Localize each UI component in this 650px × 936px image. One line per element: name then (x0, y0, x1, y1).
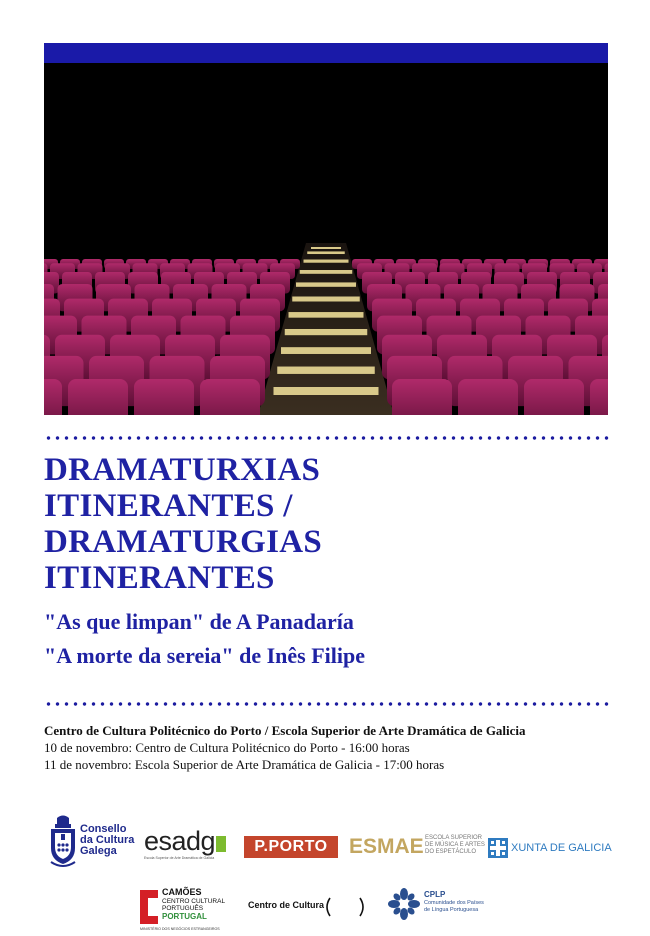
title-line-4: ITINERANTES (44, 560, 275, 596)
aisle-step-light (292, 296, 360, 301)
aisle-step-light (311, 247, 341, 249)
theater-seat (524, 379, 584, 415)
top-color-bar (44, 43, 608, 63)
xunta-cross-icon (488, 838, 508, 858)
consello-line-1: Consello (80, 823, 127, 835)
pporto-logo (244, 836, 338, 858)
esmae-logo (349, 834, 485, 860)
venue-heading: Centro de Cultura Politécnico do Porto / Escola Superior de Arte Dramática de Galicia (44, 723, 526, 738)
dotted-divider-top (44, 436, 610, 440)
cplp-name: CPLP (424, 890, 446, 899)
venue-info (44, 722, 614, 773)
consello-line-3: Galega (80, 845, 117, 857)
theater-seat (590, 379, 608, 415)
aisle-step-light (296, 282, 356, 286)
esmae-tagline-1: ESCOLA SUPERIOR (425, 835, 483, 841)
xunta-galicia-logo (488, 836, 612, 860)
centro-cultura-wordmark: Centro de Cultura (248, 900, 325, 910)
sponsor-logos-row-1 (44, 810, 612, 872)
esmae-tagline-2: DE MÚSICA E ARTES (425, 842, 485, 848)
cplp-line-1: Comunidade dos Países (424, 900, 484, 906)
esmae-wordmark: ESMAE (349, 835, 424, 858)
esadg-logo (144, 828, 230, 862)
esmae-tagline-3: DO ESPETÁCULO (425, 849, 477, 855)
parentheses-icon (324, 896, 368, 918)
esadg-tagline: Escola Superior de Arte Dramática de Galicia (144, 856, 215, 860)
cplp-flower-icon (388, 888, 420, 920)
date-line-1: 10 de novembro: Centro de Cultura Politécnico do Porto - 16:00 horas (44, 740, 410, 755)
hero-photo-theater-seats (44, 63, 608, 415)
aisle-step-light (300, 270, 353, 274)
cplp-line-2: de Língua Portuguesa (424, 906, 479, 913)
event-title (44, 452, 604, 596)
camoes-name: CAMÕES (162, 887, 202, 897)
consello-crest-icon (48, 814, 78, 868)
aisle-step-light (277, 367, 375, 374)
camoes-country: PORTUGAL (162, 912, 207, 921)
consello-line-2: da Cultura (80, 834, 135, 846)
sponsor-logos-row-2 (120, 882, 540, 932)
theater-seat (392, 379, 452, 415)
aisle-step-light (281, 347, 371, 354)
centro-cultura-logo (248, 896, 368, 918)
theater-seat (458, 379, 518, 415)
theater-illustration (44, 63, 608, 415)
cplp-logo (388, 886, 508, 926)
camoes-logo (140, 886, 240, 932)
camoes-line-2: PORTUGUÊS (162, 905, 204, 912)
title-line-1: DRAMATURXIAS (44, 452, 321, 488)
play-subtitle-2: "A morte da sereia" de Inês Filipe (44, 643, 365, 668)
dotted-divider-bottom (44, 702, 610, 706)
title-line-3: DRAMATURGIAS (44, 524, 322, 560)
aisle-step-light (274, 387, 379, 395)
camoes-c-icon (140, 890, 158, 924)
theater-seat (68, 379, 128, 415)
camoes-line-1: CENTRO CULTURAL (162, 898, 226, 905)
aisle-step-light (285, 329, 368, 335)
theater-seat (134, 379, 194, 415)
aisle-step-light (304, 260, 349, 263)
aisle-step-light (307, 251, 345, 254)
theater-seat (44, 379, 62, 415)
esadg-wordmark: esadg (144, 826, 216, 856)
aisle-step-light (289, 312, 364, 318)
theater-seat (200, 379, 260, 415)
pporto-wordmark: P.PORTO (254, 838, 328, 855)
consello-cultura-galega-logo (48, 814, 140, 872)
play-subtitle-1: "As que limpan" de A Panadaría (44, 609, 354, 634)
camoes-ministry: MINISTÉRIO DOS NEGÓCIOS ESTRANGEIROS (140, 927, 220, 931)
esadg-green-accent (216, 836, 226, 852)
date-line-2: 11 de novembro: Escola Superior de Arte Dramática de Galicia - 17:00 horas (44, 757, 445, 772)
xunta-wordmark: XUNTA DE GALICIA (511, 842, 612, 854)
title-line-2: ITINERANTES / (44, 488, 293, 524)
